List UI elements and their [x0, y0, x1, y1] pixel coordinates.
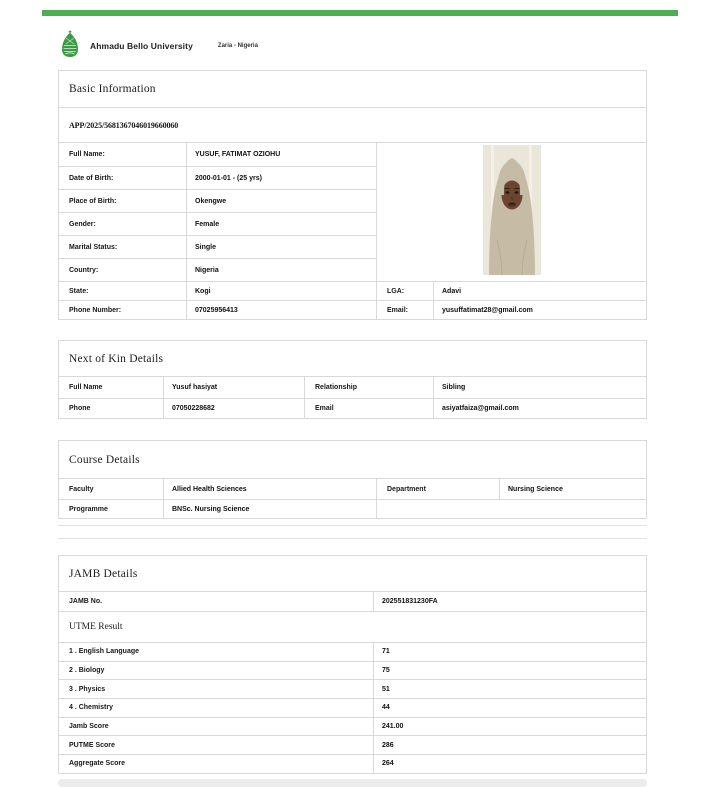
- kin-phone-label: Phone: [69, 405, 91, 412]
- programme-value: BNSc. Nursing Science: [163, 500, 376, 518]
- application-number: APP/2025/5681367046019660060: [59, 107, 646, 142]
- row-score-biology: [59, 661, 646, 680]
- jamb-details-title: JAMB Details: [69, 567, 138, 580]
- chemistry-label: 4 . Chemistry: [69, 704, 113, 712]
- basic-information-body: [59, 142, 646, 281]
- phone-number-value: 07025956413: [186, 301, 376, 319]
- biology-label: 2 . Biology: [69, 667, 105, 675]
- row-score-english: [59, 642, 646, 661]
- row-state-lga: [59, 281, 646, 300]
- kin-full-name-label: Full Name: [69, 384, 103, 391]
- date-of-birth-label: Date of Birth:: [69, 174, 114, 182]
- row-gender: [59, 212, 376, 235]
- kin-email-label: Email: [304, 399, 433, 418]
- course-details-title: Course Details: [69, 453, 140, 466]
- country-value: Nigeria: [186, 259, 376, 281]
- row-place-of-birth: [59, 189, 376, 212]
- jamb-details-section: [58, 555, 647, 774]
- phone-number-label: Phone Number:: [69, 306, 122, 314]
- empty-section-divider: [58, 525, 647, 539]
- basic-information-title: Basic Information: [69, 83, 156, 95]
- email-label: Email:: [376, 301, 433, 319]
- next-of-kin-section: [58, 340, 647, 419]
- jamb-no-label: JAMB No.: [69, 598, 103, 605]
- programme-empty-cell: [376, 500, 646, 518]
- row-kin-phone-email: [59, 398, 646, 418]
- next-section-clipped-header: [58, 779, 647, 787]
- place-of-birth-label: Place of Birth:: [69, 197, 117, 205]
- row-jamb-score: [59, 717, 646, 736]
- abu-crest-icon: [59, 30, 81, 63]
- top-accent-bar: [42, 10, 678, 16]
- kin-relationship-value: Sibling: [433, 377, 646, 398]
- jamb-score-label: Jamb Score: [69, 723, 109, 731]
- row-marital-status: [59, 235, 376, 258]
- physics-score: 51: [373, 680, 646, 698]
- course-details-section: [58, 440, 647, 519]
- country-label: Country:: [69, 266, 99, 274]
- aggregate-score-value: 264: [373, 755, 646, 773]
- photo-cell: [376, 143, 646, 281]
- row-phone-email: [59, 300, 646, 319]
- putme-score-label: PUTME Score: [69, 741, 115, 749]
- state-label: State:: [69, 287, 89, 295]
- lga-label: LGA:: [376, 282, 433, 300]
- row-score-physics: [59, 679, 646, 698]
- row-putme-score: [59, 735, 646, 754]
- department-value: Nursing Science: [499, 479, 646, 499]
- row-programme: [59, 499, 646, 518]
- chemistry-score: 44: [373, 699, 646, 717]
- department-label: Department: [376, 479, 499, 499]
- kin-full-name-value: Yusuf hasiyat: [163, 377, 304, 398]
- english-label: 1 . English Language: [69, 648, 140, 656]
- row-score-chemistry: [59, 698, 646, 717]
- row-date-of-birth: [59, 166, 376, 189]
- university-header: [59, 31, 258, 61]
- gender-label: Gender:: [69, 220, 96, 228]
- row-full-name: [59, 143, 376, 166]
- putme-score-value: 286: [373, 736, 646, 754]
- faculty-label: Faculty: [69, 485, 94, 493]
- row-aggregate-score: [59, 754, 646, 773]
- biology-score: 75: [373, 662, 646, 680]
- marital-status-value: Single: [186, 236, 376, 258]
- row-jamb-no: [59, 591, 646, 611]
- place-of-birth-value: Okengwe: [186, 190, 376, 212]
- gender-value: Female: [186, 213, 376, 235]
- date-of-birth-value: 2000-01-01 - (25 yrs): [186, 167, 376, 189]
- kin-email-value: asiyatfaiza@gmail.com: [433, 399, 646, 418]
- utme-result-subtitle: UTME Result: [59, 611, 646, 642]
- row-kin-name-relationship: [59, 376, 646, 398]
- full-name-value: YUSUF, FATIMAT OZIOHU: [186, 143, 376, 166]
- next-of-kin-title: Next of Kin Details: [69, 352, 164, 365]
- basic-information-section: [58, 70, 647, 320]
- aggregate-score-label: Aggregate Score: [69, 760, 126, 768]
- row-country: [59, 258, 376, 281]
- university-location: Zaria - Nigeria: [217, 43, 258, 49]
- university-name: Ahmadu Bello University: [90, 41, 193, 51]
- english-score: 71: [373, 643, 646, 661]
- jamb-no-value: 202551831230FA: [373, 592, 646, 611]
- row-faculty-department: [59, 478, 646, 499]
- faculty-value: Allied Health Sciences: [163, 479, 376, 499]
- lga-value: Adavi: [433, 282, 646, 300]
- programme-label: Programme: [69, 505, 108, 513]
- physics-label: 3 . Physics: [69, 685, 106, 693]
- email-value: yusuffatimat28@gmail.com: [433, 301, 646, 319]
- kin-relationship-label: Relationship: [304, 377, 433, 398]
- full-name-label: Full Name:: [69, 151, 105, 158]
- kin-phone-value: 07050228682: [163, 399, 304, 418]
- applicant-photo: [483, 145, 541, 280]
- state-value: Kogi: [186, 282, 376, 300]
- marital-status-label: Marital Status:: [69, 243, 118, 251]
- jamb-score-value: 241.00: [373, 718, 646, 736]
